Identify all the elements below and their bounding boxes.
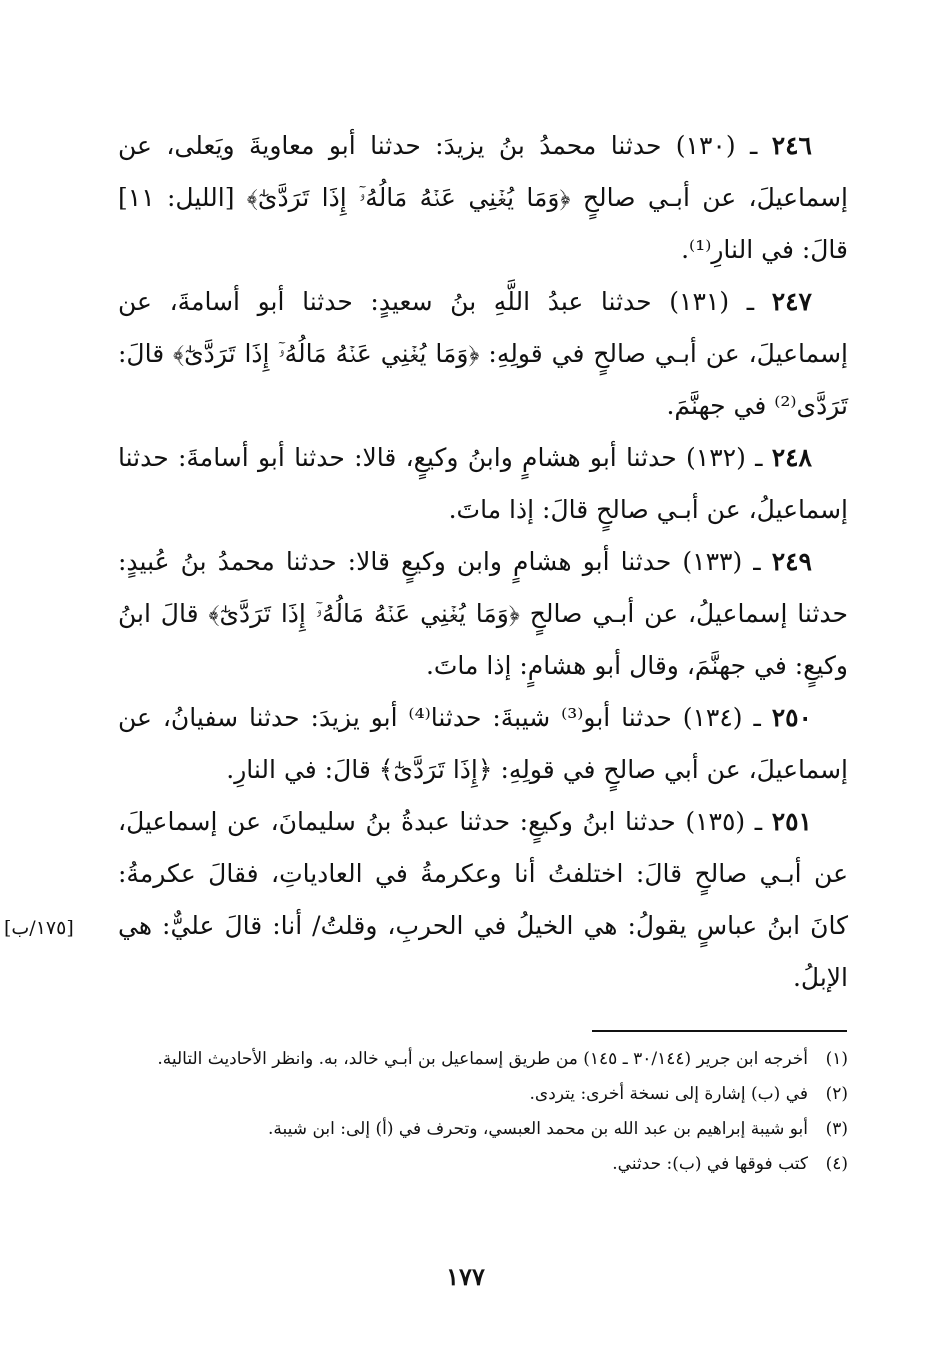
hadith-number: ٢٤٧ (771, 287, 812, 316)
hadith-paragraph (118, 432, 848, 536)
hadith-text: ـ (١٣٥) حدثنا ابنُ وكيعٍ: حدثنا عبدةُ بنُ سليمانَ، عن إسماعيلَ، عن أبـي صالحٍ قالَ: اختلفتُ أنا وعكرمةُ في العادياتِ، فقالَ عكرمةُ: كانَ ابنُ عباسٍ يقولُ: هي الخيلُ في الحربِ، وقلتُ/ أنا: قالَ عليٌّ: هي الإبلُ. (118, 807, 848, 992)
hadith-number: ٢٤٨ (771, 443, 812, 472)
footnote (110, 1077, 848, 1112)
hadith-text: ـ (١٣٠) حدثنا محمدُ بنُ يزيدَ: حدثنا أبو معاويةَ ويَعلى، عن إسماعيلَ، عن أبـي صالحٍ ﴿وَمَا يُغۡنِي عَنۡهُ مَالُهُۥٓ إِذَا تَرَدَّىٰٓ﴾ [الليل: ١١] قالَ: في النارِ⁽¹⁾. (118, 131, 848, 264)
footnote-text: في (ب) إشارة إلى نسخة أخرى: يتردى. (529, 1084, 808, 1104)
hadith-paragraph (118, 276, 848, 432)
footnote (110, 1112, 848, 1147)
hadith-text: ـ (١٣١) حدثنا عبدُ اللَّهِ بنُ سعيدٍ: حدثنا أبو أسامةَ، عن إسماعيلَ، عن أبـي صالحٍ في قولِهِ: ﴿وَمَا يُغۡنِي عَنۡهُ مَالُهُۥٓ إِذَا تَرَدَّىٰٓ﴾ قالَ: تَرَدَّى⁽²⁾ في جهنَّمَ. (118, 287, 848, 420)
footnote (110, 1042, 848, 1077)
hadith-paragraph (118, 692, 848, 796)
footnote-text: أبو شيبة إبراهيم بن عبد الله بن محمد العبسي، وتحرف في (أ) إلى: ابن شيبة. (268, 1119, 808, 1139)
hadith-paragraph (118, 796, 848, 1004)
hadith-paragraph (118, 536, 848, 692)
footnote-divider (592, 1030, 847, 1032)
footnote-number: (٣) (825, 1119, 848, 1139)
hadith-paragraph (118, 120, 848, 276)
hadith-number: ٢٥١ (771, 807, 812, 836)
footnote-text: كتب فوقها في (ب): حدثني. (612, 1154, 808, 1174)
footnote-number: (٢) (825, 1084, 848, 1104)
hadith-text: ـ (١٣٤) حدثنا أبو⁽³⁾ شيبةَ: حدثنا⁽⁴⁾ أبو يزيدَ: حدثنا سفيانُ، عن إسماعيلَ، عن أبي صالحٍ في قولِهِ: ﴿إِذَا تَرَدَّىٰٓ﴾ قالَ: في النارِ. (118, 703, 848, 784)
main-text (118, 120, 848, 1004)
hadith-number: ٢٤٩ (771, 547, 812, 576)
footnote-number: (٤) (825, 1154, 848, 1174)
footnote (110, 1147, 848, 1182)
hadith-number: ٢٤٦ (771, 131, 812, 160)
footnote-text: أخرجه ابن جرير (٣٠/١٤٤ ـ ١٤٥) من طريق إسماعيل بن أبـي خالد، به. وانظر الأحاديث التالية. (157, 1049, 808, 1069)
footnote-number: (١) (825, 1049, 848, 1069)
hadith-text: ـ (١٣٣) حدثنا أبو هشامٍ وابن وكيعٍ قالا: حدثنا محمدُ بنُ عُبيدٍ: حدثنا إسماعيلُ، عن أبـي صالحٍ ﴿وَمَا يُغۡنِي عَنۡهُ مَالُهُۥٓ إِذَا تَرَدَّىٰٓ﴾ قالَ ابنُ وكيعٍ: في جهنَّمَ، وقال أبو هشامٍ: إذا ماتَ. (118, 547, 848, 680)
hadith-text: ـ (١٣٢) حدثنا أبو هشامٍ وابنُ وكيعٍ، قالا: حدثنا أبو أسامةَ: حدثنا إسماعيلُ، عن أبـي صالحٍ قالَ: إذا ماتَ. (118, 443, 848, 524)
hadith-number: ٢٥٠ (771, 703, 812, 732)
page-number: ١٧٧ (446, 1262, 485, 1291)
footnotes (110, 1042, 848, 1182)
manuscript-folio-note: [١٧٥/ب] (4, 917, 74, 939)
